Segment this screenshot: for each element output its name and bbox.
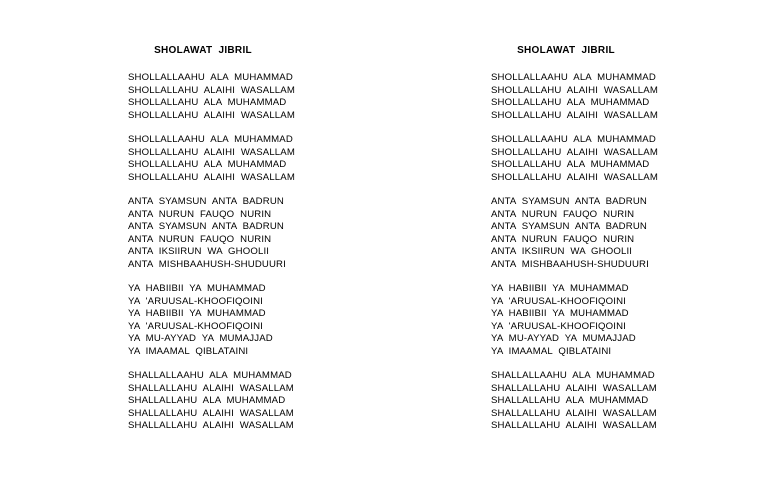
lyric-line: SHALLALLAHU ALA MUHAMMAD <box>128 395 286 406</box>
lyric-line: ANTA SYAMSUN ANTA BADRUN <box>128 196 284 207</box>
lyric-line: SHOLLALLAHU ALAIHI WASALLAM <box>128 171 295 183</box>
lyric-line: YA MU-AYYAD YA MUMAJJAD <box>128 333 273 344</box>
lyric-line: SHOLLALLAHU ALA MUHAMMAD <box>128 159 287 170</box>
lyric-line: YA 'ARUUSAL-KHOOFIQOINI <box>491 320 626 332</box>
lyric-line: ANTA IKSIIRUN WA GHOOLII <box>128 246 270 257</box>
lyric-line: SHALLALLAHU ALAIHI WASALLAM <box>491 382 657 394</box>
column-title: SHOLAWAT JIBRIL <box>154 45 252 56</box>
lyric-line: ANTA NURUN FAUQO NURIN <box>128 208 272 220</box>
lyric-line: ANTA NURUN FAUQO NURIN <box>128 233 272 245</box>
column-title: SHOLAWAT JIBRIL <box>517 45 615 56</box>
lyric-line: YA HABIIBII YA MUHAMMAD <box>128 308 266 319</box>
lyric-line: ANTA MISHBAAHUSH-SHUDUURI <box>491 258 649 270</box>
lyric-line: YA 'ARUUSAL-KHOOFIQOINI <box>128 320 263 332</box>
lyric-line: SHOLLALLAHU ALAIHI WASALLAM <box>491 84 658 96</box>
stanza-5 <box>491 370 751 433</box>
lyric-line: YA HABIIBII YA MUHAMMAD <box>491 283 629 294</box>
lyric-line: ANTA SYAMSUN ANTA BADRUN <box>491 196 647 207</box>
lyric-line: YA MU-AYYAD YA MUMAJJAD <box>491 333 636 344</box>
stanza-4 <box>128 283 388 358</box>
lyric-line: SHOLLALLAHU ALAIHI WASALLAM <box>491 109 658 121</box>
lyric-line: SHOLLALLAHU ALAIHI WASALLAM <box>128 146 295 158</box>
lyric-line: SHALLALLAHU ALAIHI WASALLAM <box>491 407 657 419</box>
lyric-line: SHOLLALLAHU ALA MUHAMMAD <box>491 159 650 170</box>
lyric-line: SHOLLALLAAHU ALA MUHAMMAD <box>128 72 293 83</box>
stanza-2 <box>128 134 388 184</box>
stanza-1 <box>128 72 388 122</box>
lyric-line: ANTA NURUN FAUQO NURIN <box>491 233 635 245</box>
lyric-line: SHOLLALLAHU ALA MUHAMMAD <box>491 97 650 108</box>
stanza-3 <box>128 196 388 271</box>
lyric-line: SHOLLALLAAHU ALA MUHAMMAD <box>491 72 656 83</box>
lyric-line: SHOLLALLAAHU ALA MUHAMMAD <box>128 134 293 145</box>
lyrics-column-left <box>128 44 388 433</box>
lyric-line: ANTA SYAMSUN ANTA BADRUN <box>491 221 647 232</box>
lyric-line: SHOLLALLAHU ALAIHI WASALLAM <box>128 109 295 121</box>
lyric-line: YA IMAAMAL QIBLATAINI <box>491 345 612 357</box>
lyric-line: YA HABIIBII YA MUHAMMAD <box>128 283 266 294</box>
lyric-line: ANTA MISHBAAHUSH-SHUDUURI <box>128 258 286 270</box>
lyric-line: YA 'ARUUSAL-KHOOFIQOINI <box>128 295 263 307</box>
lyric-line: SHALLALLAAHU ALA MUHAMMAD <box>491 370 655 381</box>
lyric-line: SHALLALLAHU ALAIHI WASALLAM <box>128 382 294 394</box>
stanza-1 <box>491 72 751 122</box>
lyric-line: ANTA NURUN FAUQO NURIN <box>491 208 635 220</box>
lyric-line: SHALLALLAHU ALA MUHAMMAD <box>491 395 649 406</box>
lyric-line: SHALLALLAHU ALAIHI WASALLAM <box>128 407 294 419</box>
lyrics-column-right <box>491 44 751 433</box>
lyric-line: SHALLALLAHU ALAIHI WASALLAM <box>128 420 294 431</box>
lyric-line: YA IMAAMAL QIBLATAINI <box>128 345 249 357</box>
stanza-2 <box>491 134 751 184</box>
lyric-line: SHOLLALLAHU ALAIHI WASALLAM <box>491 171 658 183</box>
lyric-line: ANTA IKSIIRUN WA GHOOLII <box>491 246 633 257</box>
lyric-line: ANTA SYAMSUN ANTA BADRUN <box>128 221 284 232</box>
lyric-line: SHOLLALLAAHU ALA MUHAMMAD <box>491 134 656 145</box>
stanza-4 <box>491 283 751 358</box>
lyric-line: YA HABIIBII YA MUHAMMAD <box>491 308 629 319</box>
lyric-line: SHOLLALLAHU ALA MUHAMMAD <box>128 97 287 108</box>
lyric-line: SHALLALLAHU ALAIHI WASALLAM <box>491 420 657 431</box>
lyric-line: SHOLLALLAHU ALAIHI WASALLAM <box>128 84 295 96</box>
stanza-3 <box>491 196 751 271</box>
lyric-line: YA 'ARUUSAL-KHOOFIQOINI <box>491 295 626 307</box>
lyric-line: SHALLALLAAHU ALA MUHAMMAD <box>128 370 292 381</box>
lyric-line: SHOLLALLAHU ALAIHI WASALLAM <box>491 146 658 158</box>
stanza-5 <box>128 370 388 433</box>
